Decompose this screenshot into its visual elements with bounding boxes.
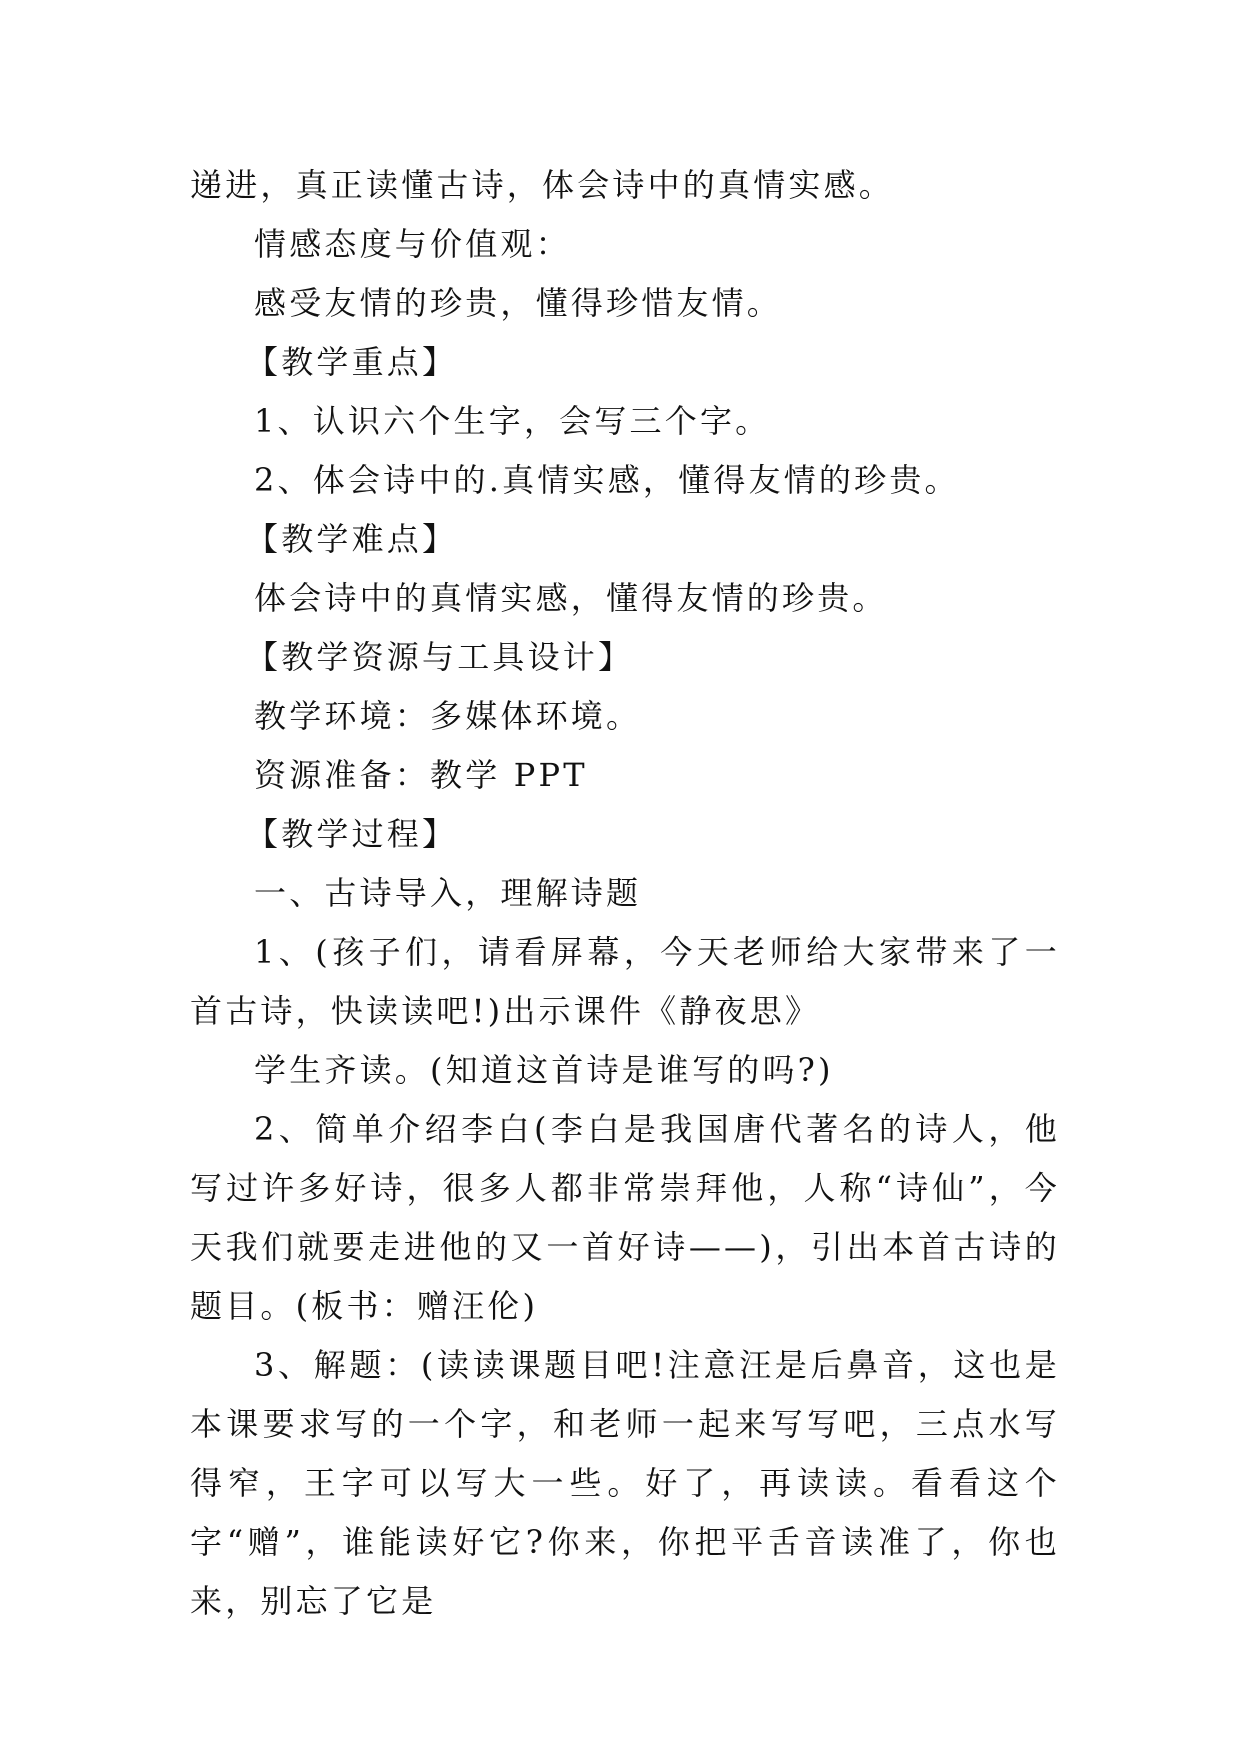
- paragraph-difficulty: 体会诗中的真情实感，懂得友情的珍贵。: [254, 579, 888, 617]
- paragraph-resource-prep: 资源准备：教学 PPT: [254, 756, 588, 794]
- paragraph-step-1-2: 2、简单介绍李白(李白是我国唐代著名的诗人，他写过许多好诗，很多人都非常崇拜他，人称“诗仙”，今天我们就要走进他的又一首好诗——)，引出本首古诗的题目。(板书：赠汪伦): [190, 1110, 1060, 1325]
- paragraph-environment: 教学环境：多媒体环境。: [254, 697, 642, 735]
- section-heading-key-points: 【教学重点】: [246, 343, 458, 381]
- paragraph-key-point-1: 1、认识六个生字，会写三个字。: [254, 402, 771, 440]
- paragraph-step-1-1: 1、(孩子们，请看屏幕，今天老师给大家带来了一首古诗，快读读吧!)出示课件《静夜思》: [190, 933, 1060, 1030]
- paragraph-students-read: 学生齐读。(知道这首诗是谁写的吗?): [254, 1051, 834, 1089]
- section-heading-process: 【教学过程】: [246, 815, 458, 853]
- document-body: [190, 156, 1060, 1631]
- paragraph-step-1-3: 3、解题：(读读课题目吧!注意汪是后鼻音，这也是本课要求写的一个字，和老师一起来写写吧，三点水写得窄，王字可以写大一些。好了，再读读。看看这个字“赠”，谁能读好它?你来，你把平舌音读准了，你也来，别忘了它是: [190, 1346, 1060, 1620]
- section-heading-resources: 【教学资源与工具设计】: [246, 638, 634, 676]
- paragraph-emotion-text: 感受友情的珍贵，懂得珍惜友情。: [254, 284, 783, 322]
- paragraph-emotion-heading: 情感态度与价值观：: [254, 225, 571, 263]
- section-heading-difficulties: 【教学难点】: [246, 520, 458, 558]
- paragraph-continuation: 递进，真正读懂古诗，体会诗中的真情实感。: [190, 166, 895, 204]
- paragraph-key-point-2: 2、体会诗中的.真情实感，懂得友情的珍贵。: [254, 461, 960, 499]
- paragraph-step-1-title: 一、古诗导入，理解诗题: [254, 874, 642, 912]
